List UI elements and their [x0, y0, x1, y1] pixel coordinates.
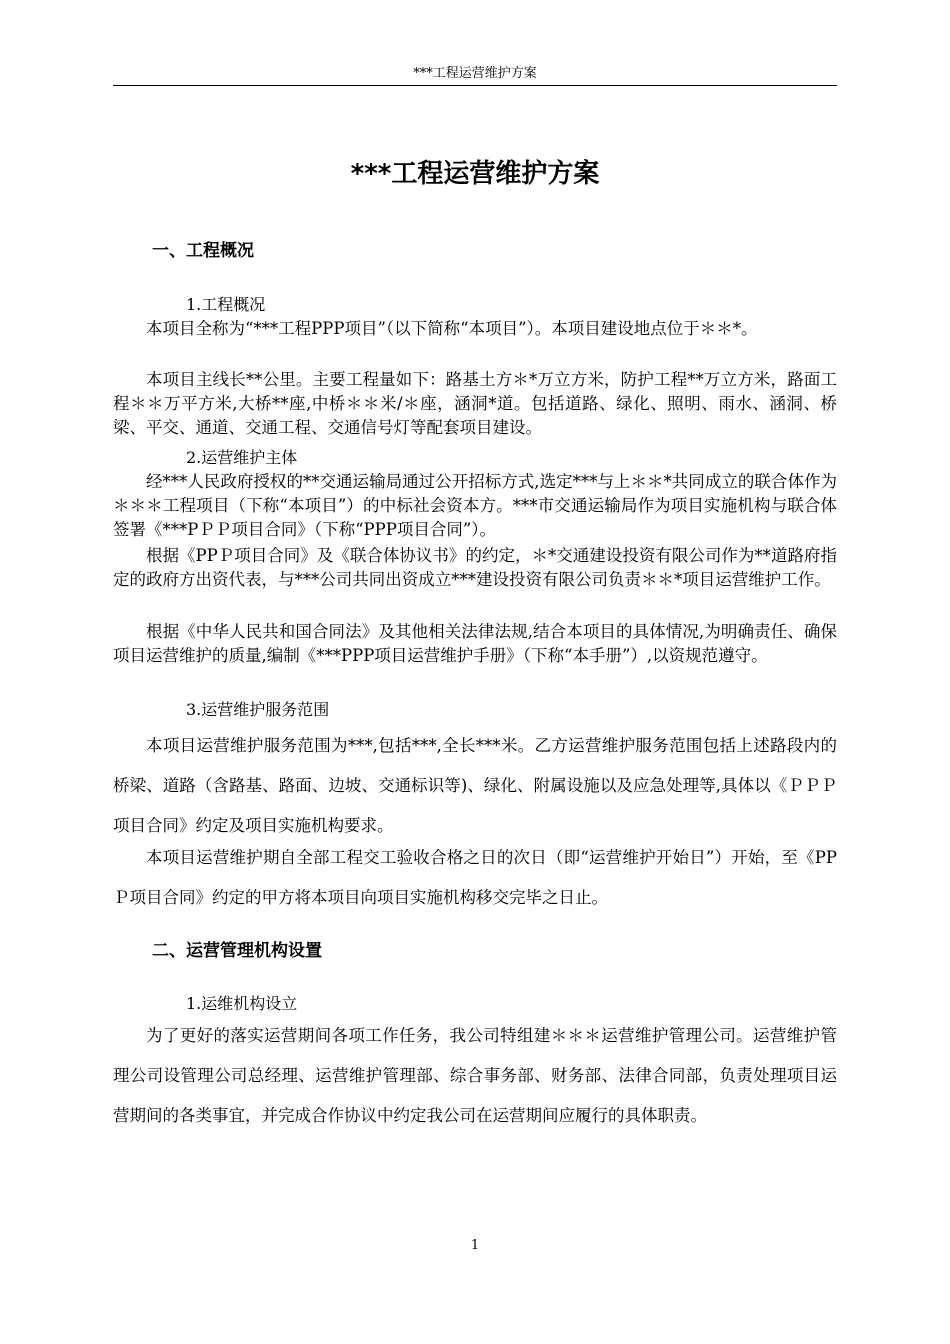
section-heading-2: 二、运营管理机构设置 [152, 941, 322, 961]
subsection-heading-1-1: 1.工程概况 [186, 295, 266, 314]
header-rule [113, 85, 837, 86]
subsection-heading-2-1: 1.运维机构设立 [186, 994, 298, 1013]
page-number: 1 [470, 1238, 480, 1253]
paragraph: 经***人民政府授权的**交通运输局通过公开招标方式,选定***与上＊＊*共同成立的联合体作为＊＊＊工程项目（下称“本项目”）的中标社会资本方。***市交通运输局作为项目实施机构与联合体签署《***PＰＰ项目合同》（下称“PPP项目合同”）。 [113, 472, 837, 539]
paragraph: 本项目全称为“***工程PPP项目”（以下简称“本项目”）。本项目建设地点位于＊＊*。 [146, 319, 758, 338]
paragraph: 本项目运营维护服务范围为***,包括***,全长***米。乙方运营维护服务范围包括上述路段内的桥梁、道路（含路基、路面、边坡、交通标识等)、绿化、附属设施以及应急处理等,具体以《ＰＰＰ项目合同》约定及项目实施机构要求。 [113, 736, 837, 835]
paragraph: 根据《中华人民共和国合同法》及其他相关法律法规,结合本项目的具体情况,为明确责任、确保项目运营维护的质量,编制《***PPP项目运营维护手册》（下称“本手册”）,以资规范遵守。 [113, 622, 837, 665]
document-title: ***工程运营维护方案 [350, 159, 600, 189]
paragraph: 根据《PPＰ项目合同》及《联合体协议书》的约定，＊*交通建设投资有限公司作为**道路府指定的政府方出资代表，与***公司共同出资成立***建设投资有限公司负责＊＊*项目运营维护工作。 [113, 546, 837, 589]
subsection-heading-1-2: 2.运营维护主体 [186, 448, 298, 467]
paragraph: 为了更好的落实运营期间各项工作任务，我公司特组建＊＊＊运营维护管理公司。运营维护管理公司设管理公司总经理、运营维护管理部、综合事务部、财务部、法律合同部，负责处理项目运营期间的各类事宜，并完成合作协议中约定我公司在运营期间应履行的具体职责。 [113, 1026, 837, 1125]
paragraph: 本项目运营维护期自全部工程交工验收合格之日的次日（即“运营维护开始日”）开始，至《PPＰ项目合同》约定的甲方将本项目向项目实施机构移交完毕之日止。 [113, 848, 837, 907]
section-heading-1: 一、工程概况 [152, 241, 254, 261]
subsection-heading-1-3: 3.运营维护服务范围 [186, 700, 330, 719]
paragraph: 本项目主线长**公里。主要工程量如下：路基土方＊*万立方米，防护工程**万立方米，路面工程＊＊万平方米,大桥**座,中桥＊＊米/＊座，涵洞*道。包括道路、绿化、照明、雨水、涵洞、桥梁、平交、通道、交通工程、交通信号灯等配套项目建设。 [113, 370, 837, 437]
header-text: ***工程运营维护方案 [413, 66, 537, 81]
